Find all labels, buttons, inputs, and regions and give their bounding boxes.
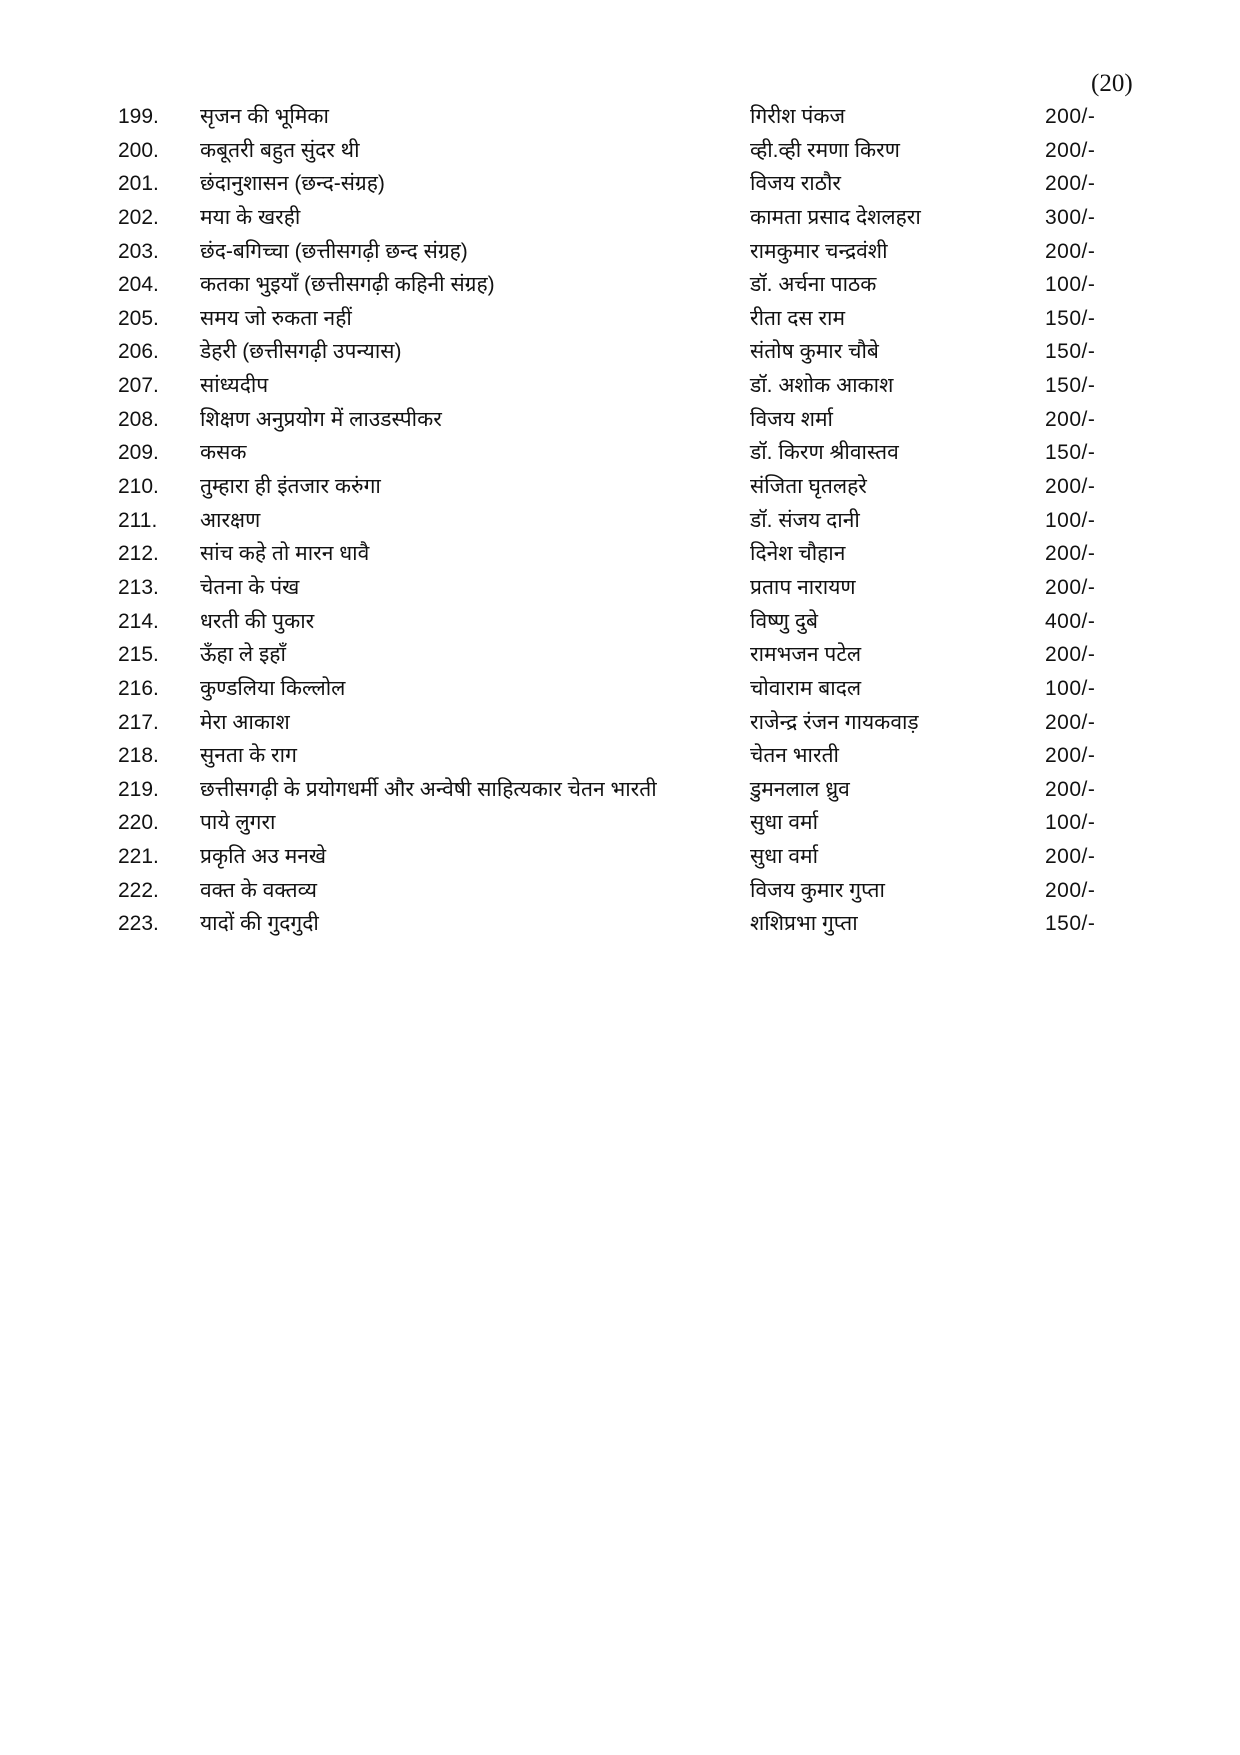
book-title: कबूतरी बहुत सुंदर थी (200, 138, 360, 162)
book-price: 200/- (1045, 710, 1096, 734)
book-title: ऊँहा ले इहाँ (200, 643, 286, 667)
table-row (118, 605, 1178, 639)
book-author: डॉ. अर्चना पाठक (750, 273, 877, 297)
book-title: यादों की गुदगुदी (200, 912, 319, 936)
table-row (118, 235, 1178, 269)
table-row (118, 268, 1178, 302)
book-title: सांच कहे तो मारन धावै (200, 542, 370, 566)
book-price: 200/- (1045, 239, 1096, 263)
table-row (118, 302, 1178, 336)
book-author: डुमनलाल ध्रुव (750, 777, 850, 801)
serial-number: 203. (118, 239, 159, 263)
table-row (118, 335, 1178, 369)
book-author: संजिता घृतलहरे (750, 475, 867, 499)
book-title: कसक (200, 441, 247, 465)
book-price: 100/- (1045, 508, 1096, 532)
book-price: 200/- (1045, 138, 1096, 162)
book-price: 300/- (1045, 205, 1096, 229)
serial-number: 222. (118, 878, 159, 902)
book-title: छंदानुशासन (छन्द-संग्रह) (200, 172, 385, 196)
book-author: दिनेश चौहान (750, 542, 846, 566)
table-row (118, 369, 1178, 403)
book-author: प्रताप नारायण (750, 575, 856, 599)
book-author: डॉ. संजय दानी (750, 508, 860, 532)
table-row (118, 840, 1178, 874)
serial-number: 220. (118, 811, 159, 835)
book-author: चोवाराम बादल (750, 676, 862, 700)
serial-number: 204. (118, 273, 159, 297)
table-row (118, 874, 1178, 908)
book-author: व्ही.व्ही रमणा किरण (750, 138, 900, 162)
table-row (118, 537, 1178, 571)
serial-number: 210. (118, 475, 159, 499)
book-price: 200/- (1045, 475, 1096, 499)
book-author: शशिप्रभा गुप्ता (750, 912, 858, 936)
book-title: वक्त के वक्तव्य (200, 878, 317, 902)
table-row (118, 167, 1178, 201)
book-price: 150/- (1045, 912, 1096, 936)
book-title: चेतना के पंख (200, 575, 300, 599)
serial-number: 202. (118, 205, 159, 229)
book-title: छत्तीसगढ़ी के प्रयोगधर्मी और अन्वेषी साहित्यकार चेतन भारती (200, 777, 657, 801)
book-author: सुधा वर्मा (750, 845, 819, 869)
table-row (118, 706, 1178, 740)
book-title: डेहरी (छत्तीसगढ़ी उपन्यास) (200, 340, 402, 364)
book-author: चेतन भारती (750, 744, 839, 768)
serial-number: 205. (118, 306, 159, 330)
serial-number: 206. (118, 340, 159, 364)
book-author: राजेन्द्र रंजन गायकवाड़ (750, 710, 919, 734)
serial-number: 209. (118, 441, 159, 465)
book-title: कतका भुइयाँ (छत्तीसगढ़ी कहिनी संग्रह) (200, 273, 495, 297)
book-title: पाये लुगरा (200, 811, 276, 835)
book-price: 200/- (1045, 777, 1096, 801)
book-title: आरक्षण (200, 508, 261, 532)
serial-number: 208. (118, 407, 159, 431)
serial-number: 200. (118, 138, 159, 162)
table-row (118, 806, 1178, 840)
book-title: मया के खरही (200, 205, 301, 229)
book-title: शिक्षण अनुप्रयोग में लाउडस्पीकर (200, 407, 442, 431)
table-row (118, 470, 1178, 504)
serial-number: 201. (118, 172, 159, 196)
table-row (118, 504, 1178, 538)
serial-number: 213. (118, 575, 159, 599)
book-author: रीता दस राम (750, 306, 846, 330)
book-title: सांध्यदीप (200, 374, 269, 398)
book-list (118, 100, 1178, 941)
page-number: (20) (1091, 70, 1133, 97)
book-price: 150/- (1045, 340, 1096, 364)
table-row (118, 100, 1178, 134)
book-price: 200/- (1045, 105, 1096, 128)
serial-number: 216. (118, 676, 159, 700)
book-price: 200/- (1045, 845, 1096, 869)
book-author: रामभजन पटेल (750, 643, 862, 667)
book-price: 100/- (1045, 676, 1096, 700)
book-title: सृजन की भूमिका (200, 105, 329, 128)
book-author: विजय राठौर (750, 172, 841, 196)
book-price: 200/- (1045, 878, 1096, 902)
book-price: 200/- (1045, 542, 1096, 566)
book-author: सुधा वर्मा (750, 811, 819, 835)
book-price: 200/- (1045, 643, 1096, 667)
book-price: 150/- (1045, 306, 1096, 330)
table-row (118, 571, 1178, 605)
book-author: विष्णु दुबे (750, 609, 819, 633)
book-author: डॉ. अशोक आकाश (750, 374, 894, 398)
table-row (118, 638, 1178, 672)
book-title: सुनता के राग (200, 744, 297, 768)
table-row (118, 907, 1178, 941)
book-title: तुम्हारा ही इंतजार करुंगा (200, 475, 381, 499)
table-row (118, 739, 1178, 773)
book-title: कुण्डलिया किल्लोल (200, 676, 346, 700)
serial-number: 212. (118, 542, 159, 566)
serial-number: 215. (118, 643, 159, 667)
book-title: धरती की पुकार (200, 609, 315, 633)
serial-number: 221. (118, 845, 159, 869)
serial-number: 214. (118, 609, 159, 633)
serial-number: 219. (118, 777, 159, 801)
book-price: 200/- (1045, 172, 1096, 196)
serial-number: 207. (118, 374, 159, 398)
book-author: कामता प्रसाद देशलहरा (750, 205, 921, 229)
table-row (118, 134, 1178, 168)
book-price: 200/- (1045, 744, 1096, 768)
book-price: 150/- (1045, 441, 1096, 465)
book-title: मेरा आकाश (200, 710, 290, 734)
book-price: 100/- (1045, 273, 1096, 297)
serial-number: 211. (118, 508, 158, 532)
table-row (118, 436, 1178, 470)
table-row (118, 672, 1178, 706)
book-price: 400/- (1045, 609, 1096, 633)
serial-number: 223. (118, 912, 159, 936)
book-price: 200/- (1045, 407, 1096, 431)
book-title: प्रकृति अउ मनखे (200, 845, 327, 869)
book-title: समय जो रुकता नहीं (200, 306, 352, 330)
book-author: रामकुमार चन्द्रवंशी (750, 239, 888, 263)
table-row (118, 201, 1178, 235)
book-price: 200/- (1045, 575, 1096, 599)
book-title: छंद-बगिच्चा (छत्तीसगढ़ी छन्द संग्रह) (200, 239, 468, 263)
table-row (118, 403, 1178, 437)
book-author: गिरीश पंकज (750, 105, 846, 128)
book-price: 150/- (1045, 374, 1096, 398)
serial-number: 199. (118, 105, 159, 128)
book-price: 100/- (1045, 811, 1096, 835)
book-author: डॉ. किरण श्रीवास्तव (750, 441, 899, 465)
table-row (118, 773, 1178, 807)
book-author: विजय कुमार गुप्ता (750, 878, 885, 902)
book-author: संतोष कुमार चौबे (750, 340, 879, 364)
serial-number: 217. (118, 710, 159, 734)
serial-number: 218. (118, 744, 159, 768)
book-author: विजय शर्मा (750, 407, 833, 431)
